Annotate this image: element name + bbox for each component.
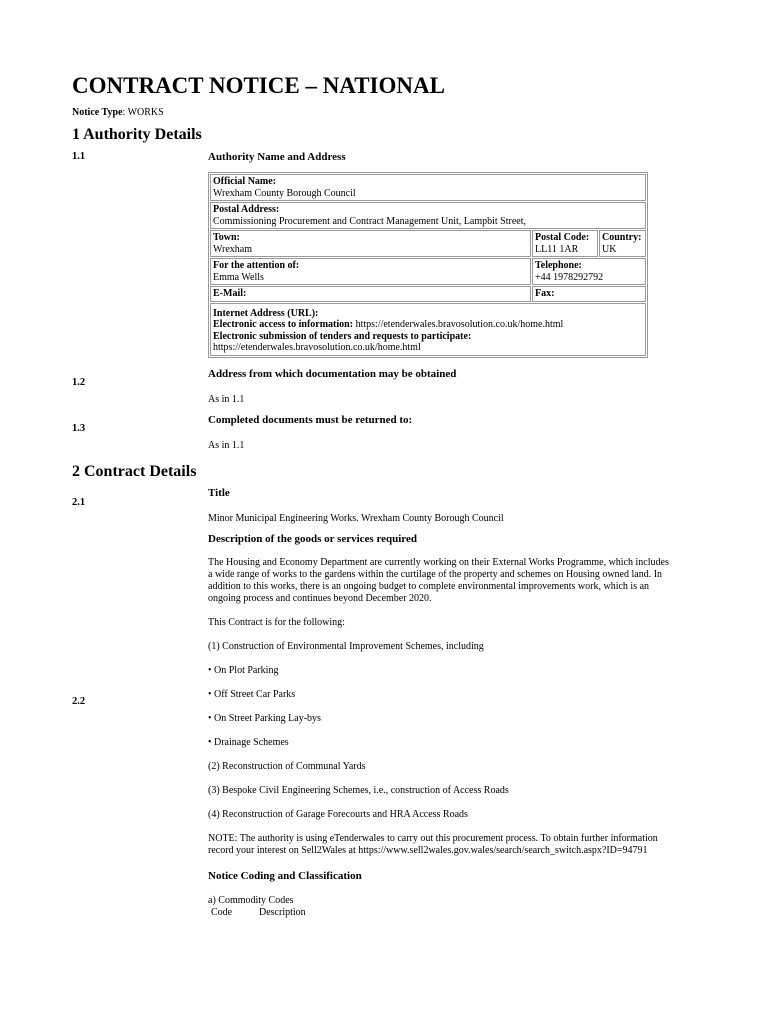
description-paragraph: This Contract is for the following: bbox=[208, 616, 345, 628]
document-title: CONTRACT NOTICE – NATIONAL bbox=[72, 73, 445, 98]
description-paragraph: • On Plot Parking bbox=[208, 664, 279, 676]
electronic-submission-link[interactable]: https://etenderwales.bravosolution.co.uk/home.html bbox=[213, 342, 421, 353]
postal-address-label: Postal Address: bbox=[213, 204, 280, 215]
code-column-header: Code bbox=[211, 906, 233, 918]
electronic-access-label: Electronic access to information: bbox=[213, 319, 354, 330]
email-cell bbox=[210, 286, 531, 302]
section-2-1-number: 2.1 bbox=[72, 496, 86, 508]
notice-type-value: : WORKS bbox=[122, 107, 164, 118]
official-name-value: Wrexham County Borough Council bbox=[213, 187, 356, 199]
section-2-2-title: Description of the goods or services required bbox=[208, 532, 417, 545]
town-cell bbox=[210, 230, 531, 257]
section-2-heading: 2 Contract Details bbox=[72, 462, 197, 480]
section-2-1-value: Minor Municipal Engineering Works. Wrexham County Borough Council bbox=[208, 512, 504, 524]
section-1-1-number: 1.1 bbox=[72, 151, 86, 162]
fax-label: Fax: bbox=[535, 288, 555, 299]
section-1-2-number: 1.2 bbox=[72, 376, 86, 388]
section-2-1-title: Title bbox=[208, 486, 230, 499]
postal-code-value: LL11 1AR bbox=[535, 243, 579, 255]
description-column-header: Description bbox=[259, 906, 306, 918]
official-name-label: Official Name: bbox=[213, 176, 277, 187]
section-2-2-number: 2.2 bbox=[72, 695, 86, 707]
authority-table bbox=[208, 172, 648, 358]
country-value: UK bbox=[602, 243, 617, 255]
section-1-2 bbox=[72, 367, 672, 411]
section-1-3-title: Completed documents must be returned to: bbox=[208, 413, 413, 426]
postal-code-label: Postal Code: bbox=[535, 232, 590, 243]
description-paragraph: (3) Bespoke Civil Engineering Schemes, i.e., construction of Access Roads bbox=[208, 784, 509, 796]
postal-address-value: Commissioning Procurement and Contract Management Unit, Lampbit Street, bbox=[213, 215, 526, 227]
section-1-heading: 1 Authority Details bbox=[72, 126, 202, 143]
email-label: E-Mail: bbox=[213, 288, 247, 299]
electronic-access-link[interactable]: https://etenderwales.bravosolution.co.uk/home.html bbox=[355, 319, 564, 330]
section-1-1-title: Authority Name and Address bbox=[208, 151, 346, 163]
postal-address-cell bbox=[210, 202, 646, 229]
description-paragraph: (1) Construction of Environmental Improvement Schemes, including bbox=[208, 640, 484, 652]
description-paragraph: (4) Reconstruction of Garage Forecourts and HRA Access Roads bbox=[208, 808, 468, 820]
description-paragraph: NOTE: The authority is using eTenderwales to carry out this procurement process. To obtain further information record your interest on Sell2Wales at https://www.sell2wales.gov.wales/search/search_switch.aspx?ID=94791 bbox=[208, 832, 658, 856]
fax-cell bbox=[532, 286, 646, 302]
internet-label: Internet Address (URL): bbox=[213, 307, 319, 319]
commodity-codes-header bbox=[208, 907, 672, 919]
telephone-label: Telephone: bbox=[535, 260, 582, 271]
attention-label: For the attention of: bbox=[213, 260, 300, 271]
notice-type-label: Notice Type bbox=[72, 107, 123, 118]
description-paragraph: • Off Street Car Parks bbox=[208, 688, 296, 700]
description-paragraph: • Drainage Schemes bbox=[208, 736, 289, 748]
section-2-1 bbox=[72, 486, 672, 530]
postal-code-cell bbox=[532, 230, 598, 257]
description-paragraph: The Housing and Economy Department are currently working on their External Works Programme, which includes a wide range of works to the gardens within the curtilage of the property and schemes on Housing owned land. In addition to this works, there is an ongoing budget to complete environmental improvements work, which is an ongoing process and continues beyond December 2020. bbox=[208, 556, 669, 604]
electronic-submission-label: Electronic submission of tenders and requests to participate: bbox=[213, 330, 472, 342]
document-page bbox=[72, 70, 672, 919]
coding-title: Notice Coding and Classification bbox=[208, 869, 362, 882]
description-paragraph: (2) Reconstruction of Communal Yards bbox=[208, 760, 366, 772]
town-value: Wrexham bbox=[213, 243, 253, 255]
section-1-3-value: As in 1.1 bbox=[208, 439, 245, 451]
town-label: Town: bbox=[213, 232, 240, 243]
section-2-2 bbox=[72, 532, 672, 919]
description-paragraphs bbox=[208, 557, 672, 857]
telephone-value: +44 1978292792 bbox=[535, 271, 604, 283]
telephone-cell bbox=[532, 258, 646, 285]
country-label: Country: bbox=[602, 232, 642, 243]
section-1-2-title: Address from which documentation may be obtained bbox=[208, 367, 457, 380]
attention-value: Emma Wells bbox=[213, 271, 264, 283]
section-1-3-number: 1.3 bbox=[72, 422, 86, 434]
country-cell bbox=[599, 230, 646, 257]
notice-type bbox=[72, 107, 672, 119]
description-paragraph: • On Street Parking Lay-bys bbox=[208, 712, 321, 724]
section-1-1 bbox=[72, 150, 672, 358]
section-1-2-value: As in 1.1 bbox=[208, 393, 245, 405]
commodity-codes-label: a) Commodity Codes bbox=[208, 894, 294, 906]
internet-cell bbox=[210, 303, 646, 356]
official-name-cell bbox=[210, 174, 646, 201]
section-1-3 bbox=[72, 413, 672, 457]
attention-cell bbox=[210, 258, 531, 285]
